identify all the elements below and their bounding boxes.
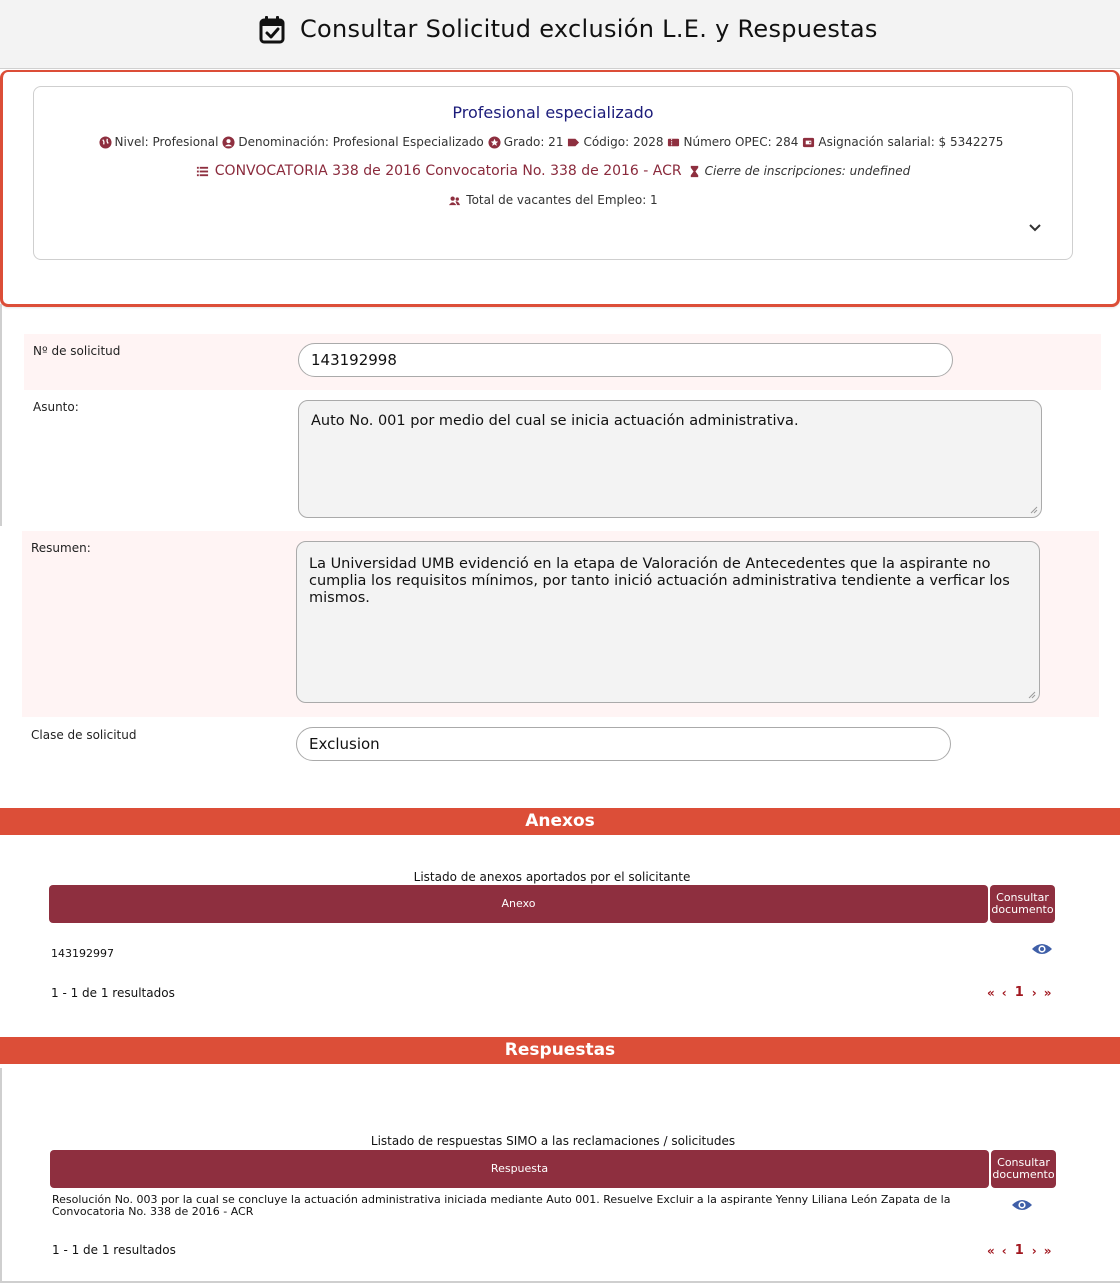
user-circle-icon (222, 136, 235, 149)
left-border (0, 304, 2, 526)
last-page-icon[interactable]: » (1043, 985, 1052, 1000)
job-title: Profesional especializado (452, 103, 654, 122)
asunto-label: Asunto: (33, 400, 79, 414)
resumen-row (22, 531, 1099, 717)
respuesta-cell: Resolución No. 003 por la cual se concluye la actuación administrativa iniciada mediante Auto 001. Resuelve Excluir a la aspirante Yenny Liliana León Zapata de la Convocatoria No. 338 de 2016 - ACR (52, 1193, 951, 1218)
resumen-textarea[interactable] (296, 541, 1040, 703)
clase-label: Clase de solicitud (31, 728, 137, 742)
prev-page-icon[interactable]: ‹ (1001, 1243, 1007, 1258)
anexos-section-header: Anexos (0, 808, 1120, 835)
solicitud-row (24, 334, 1101, 390)
clase-input[interactable]: Exclusion (296, 727, 951, 761)
anexo-cell: 143192997 (51, 947, 114, 960)
job-panel (0, 70, 1120, 307)
first-page-icon[interactable]: « (987, 985, 995, 1000)
tag-icon (567, 136, 580, 149)
view-document-eye-icon[interactable] (1011, 1198, 1033, 1212)
users-icon (448, 194, 461, 207)
view-document-eye-icon[interactable] (1031, 942, 1053, 956)
respuestas-section-header: Respuestas (0, 1037, 1120, 1064)
vacantes-text: Total de vacantes del Empleo: 1 (466, 193, 658, 207)
calendar-check-icon (258, 14, 286, 44)
job-convocatoria (34, 163, 1072, 179)
chevron-down-icon[interactable] (1028, 223, 1042, 233)
anexos-col-consultar: Consultar documento (990, 885, 1055, 923)
anexos-pagination (987, 985, 1051, 1000)
next-page-icon[interactable]: › (1031, 1243, 1037, 1258)
convocatoria-text: CONVOCATORIA 338 de 2016 Convocatoria No. 338 de 2016 - ACR (214, 163, 682, 179)
resumen-text: La Universidad UMB evidenció en la etapa de Valoración de Antecedentes que la aspirante no cumplia los requisitos mínimos, por tanto inició actuación administrativa tendiente a verficar los mismos. (309, 556, 1010, 606)
left-border (0, 1068, 2, 1282)
asunto-row (24, 390, 1101, 526)
resumen-label: Resumen: (31, 541, 91, 555)
cierre-text: Cierre de inscripciones: undefined (704, 164, 911, 178)
asunto-text: Auto No. 001 por medio del cual se inicia actuación administrativa. (311, 413, 799, 429)
job-asignacion: Asignación salarial: $ 5342275 (818, 135, 1004, 149)
current-page[interactable]: 1 (1014, 1243, 1024, 1258)
page-header (0, 0, 1120, 69)
job-codigo: Código: 2028 (583, 135, 664, 149)
bottom-border (0, 1281, 1120, 1283)
solicitud-input[interactable]: 143192998 (298, 343, 953, 377)
wallet-icon (802, 136, 815, 149)
first-page-icon[interactable]: « (987, 1243, 995, 1258)
respuestas-col-respuesta: Respuesta (50, 1150, 989, 1188)
respuestas-results: 1 - 1 de 1 resultados (52, 1243, 176, 1257)
anexos-results: 1 - 1 de 1 resultados (51, 986, 175, 1000)
job-nivel: Nivel: Profesional (114, 135, 219, 149)
job-card (33, 86, 1073, 260)
job-denominacion: Denominación: Profesional Especializado (238, 135, 484, 149)
page-title: Consultar Solicitud exclusión L.E. y Respuestas (300, 15, 878, 43)
list-icon (196, 165, 209, 178)
last-page-icon[interactable]: » (1043, 1243, 1052, 1258)
next-page-icon[interactable]: › (1031, 985, 1037, 1000)
globe-icon (99, 136, 112, 149)
asunto-textarea[interactable] (298, 400, 1042, 518)
resize-grip-icon[interactable] (1030, 506, 1038, 514)
current-page[interactable]: 1 (1014, 985, 1024, 1000)
respuestas-caption: Listado de respuestas SIMO a las reclamaciones / solicitudes (370, 1134, 736, 1148)
ticket-icon (667, 136, 680, 149)
prev-page-icon[interactable]: ‹ (1001, 985, 1007, 1000)
resize-grip-icon[interactable] (1028, 691, 1036, 699)
anexos-col-anexo: Anexo (49, 885, 988, 923)
job-grado: Grado: 21 (503, 135, 564, 149)
job-meta (34, 135, 1072, 149)
job-opec: Número OPEC: 284 (683, 135, 799, 149)
respuestas-col-consultar: Consultar documento (991, 1150, 1056, 1188)
anexos-caption: Listado de anexos aportados por el solicitante (413, 870, 691, 884)
clase-row (22, 717, 1099, 777)
job-vacantes (34, 193, 1072, 207)
respuestas-pagination (987, 1243, 1051, 1258)
solicitud-label: Nº de solicitud (33, 344, 121, 358)
star-circle-icon (488, 136, 501, 149)
hourglass-icon (688, 165, 701, 178)
